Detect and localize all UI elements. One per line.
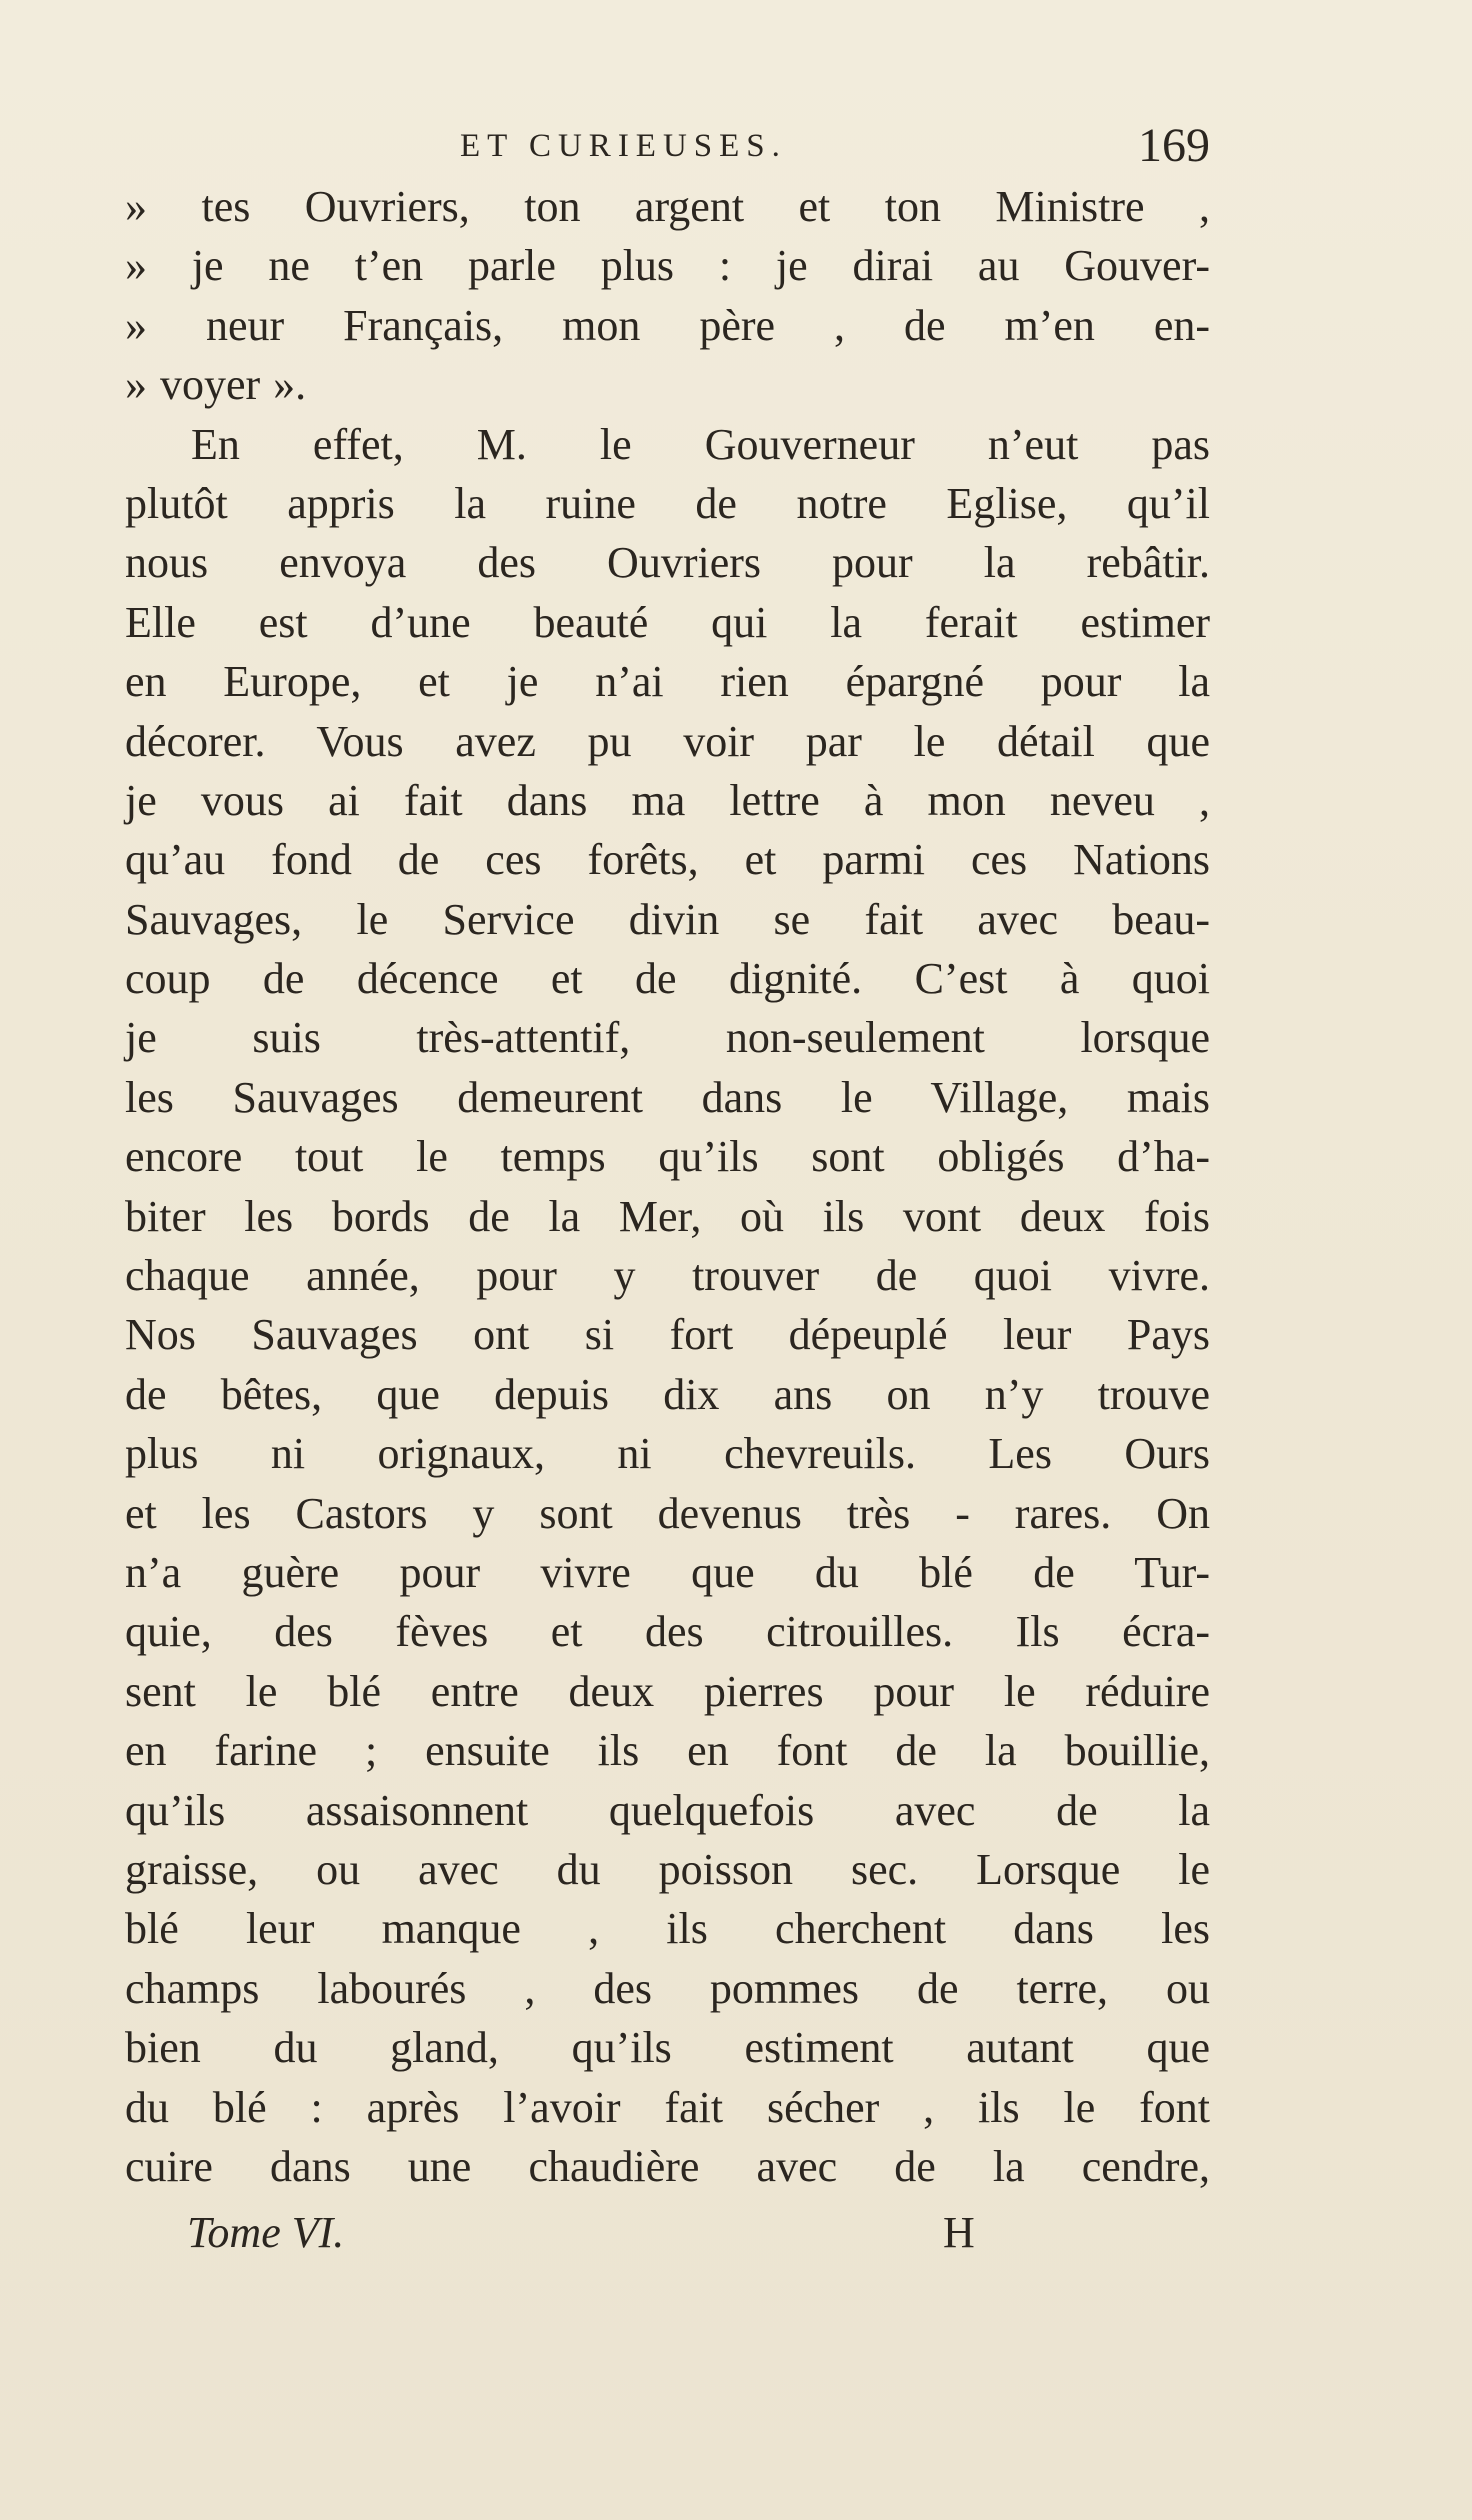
text-line: » tes Ouvriers, ton argent et ton Ministre , (125, 182, 1210, 231)
text-line: graisse, ou avec du poisson sec. Lorsque le (125, 1844, 1210, 1894)
text-line: » neur Français, mon père , de m’en en- (125, 300, 1210, 350)
page-footer (125, 2207, 1210, 2267)
text-line: je suis très-attentif, non-seulement lorsque (125, 1013, 1210, 1063)
volume-label: Tome VI. (187, 2208, 345, 2257)
text-line: Nos Sauvages ont si fort dépeuplé leur Pays (125, 1310, 1210, 1360)
running-title: ET CURIEUSES. (460, 128, 787, 164)
text-line: biter les bords de la Mer, où ils vont deux fois (125, 1191, 1210, 1241)
text-line: quie, des fèves et des citrouilles. Ils écra- (125, 1607, 1210, 1657)
text-line: coup de décence et de dignité. C’est à quoi (125, 954, 1210, 1004)
text-line: du blé : après l’avoir fait sécher , ils le font (125, 2082, 1210, 2132)
text-line: les Sauvages demeurent dans le Village, mais (125, 1072, 1210, 1122)
page-number: 169 (1138, 119, 1210, 172)
text-line: en farine ; ensuite ils en font de la bouillie, (125, 1726, 1210, 1776)
text-line: bien du gland, qu’ils estiment autant que (125, 2023, 1210, 2073)
text-line: nous envoya des Ouvriers pour la rebâtir. (125, 538, 1210, 588)
text-line: et les Castors y sont devenus très - rares. On (125, 1488, 1210, 1538)
text-line: blé leur manque , ils cherchent dans les (125, 1904, 1210, 1954)
text-line: encore tout le temps qu’ils sont obligés d’ha- (125, 1132, 1210, 1182)
text-line: je vous ai fait dans ma lettre à mon neveu , (125, 775, 1210, 825)
running-head (125, 118, 1210, 178)
text-line: Sauvages, le Service divin se fait avec beau- (125, 894, 1210, 944)
text-line: champs labourés , des pommes de terre, ou (125, 1963, 1210, 2013)
text-line: » voyer ». (125, 360, 307, 410)
text-line: plutôt appris la ruine de notre Eglise, qu’il (125, 478, 1210, 528)
text-line: sent le blé entre deux pierres pour le réduire (125, 1666, 1210, 1716)
signature-mark: H (943, 2208, 975, 2257)
text-line: Elle est d’une beauté qui la ferait estimer (125, 597, 1210, 647)
text-line: de bêtes, que depuis dix ans on n’y trouve (125, 1369, 1210, 1419)
text-line: chaque année, pour y trouver de quoi vivre. (125, 1251, 1210, 1301)
text-line: En effet, M. le Gouverneur n’eut pas (191, 419, 1210, 469)
body-text (125, 177, 1210, 2196)
text-line: qu’ils assaisonnent quelquefois avec de la (125, 1785, 1210, 1835)
text-line: cuire dans une chaudière avec de la cendre, (125, 2141, 1210, 2191)
text-line: qu’au fond de ces forêts, et parmi ces Nations (125, 835, 1210, 885)
text-line: décorer. Vous avez pu voir par le détail que (125, 716, 1210, 766)
text-line: n’a guère pour vivre que du blé de Tur- (125, 1547, 1210, 1597)
text-line: plus ni orignaux, ni chevreuils. Les Ours (125, 1429, 1210, 1479)
text-line: » je ne t’en parle plus : je dirai au Gouver- (125, 241, 1210, 291)
text-line: en Europe, et je n’ai rien épargné pour la (125, 657, 1210, 707)
